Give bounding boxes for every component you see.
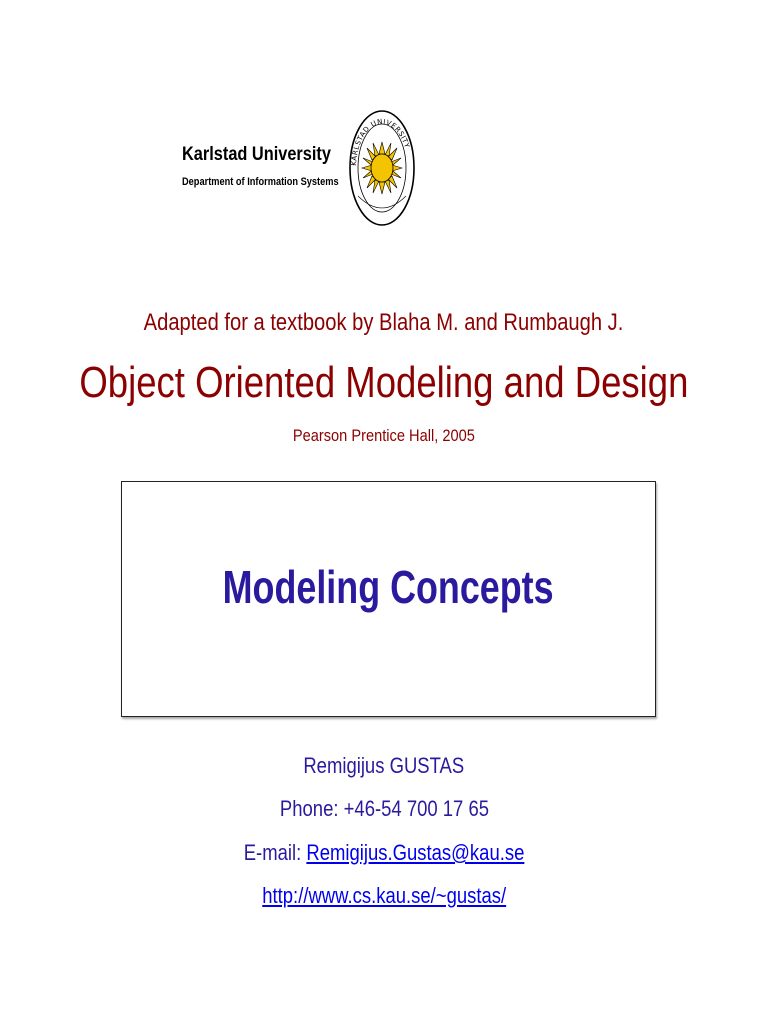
header	[0, 0, 768, 240]
sun-icon	[362, 142, 402, 194]
author-name: Remigijus GUSTAS	[303, 753, 465, 778]
slide-title: Modeling Concepts	[223, 561, 554, 613]
university-name: Karlstad University	[182, 144, 331, 165]
author-website-line	[0, 883, 768, 909]
adapted-line: Adapted for a textbook by Blaha M. and Rumbaugh J.	[144, 309, 624, 336]
department-name: Department of Information Systems	[182, 176, 339, 188]
website-link[interactable]: http://www.cs.kau.se/~gustas/	[262, 883, 506, 908]
slide-title-box	[121, 481, 656, 717]
seal-text: KARLSTAD UNIVERSITY	[349, 117, 412, 167]
author-phone: Phone: +46-54 700 17 65	[279, 796, 489, 821]
university-seal-logo	[348, 108, 416, 228]
email-label: E-mail:	[243, 840, 307, 865]
publisher-line: Pearson Prentice Hall, 2005	[292, 426, 476, 445]
book-title: Object Oriented Modeling and Design	[79, 358, 689, 407]
email-link[interactable]: Remigijus.Gustas@kau.se	[306, 840, 525, 865]
author-email-line	[0, 840, 768, 866]
